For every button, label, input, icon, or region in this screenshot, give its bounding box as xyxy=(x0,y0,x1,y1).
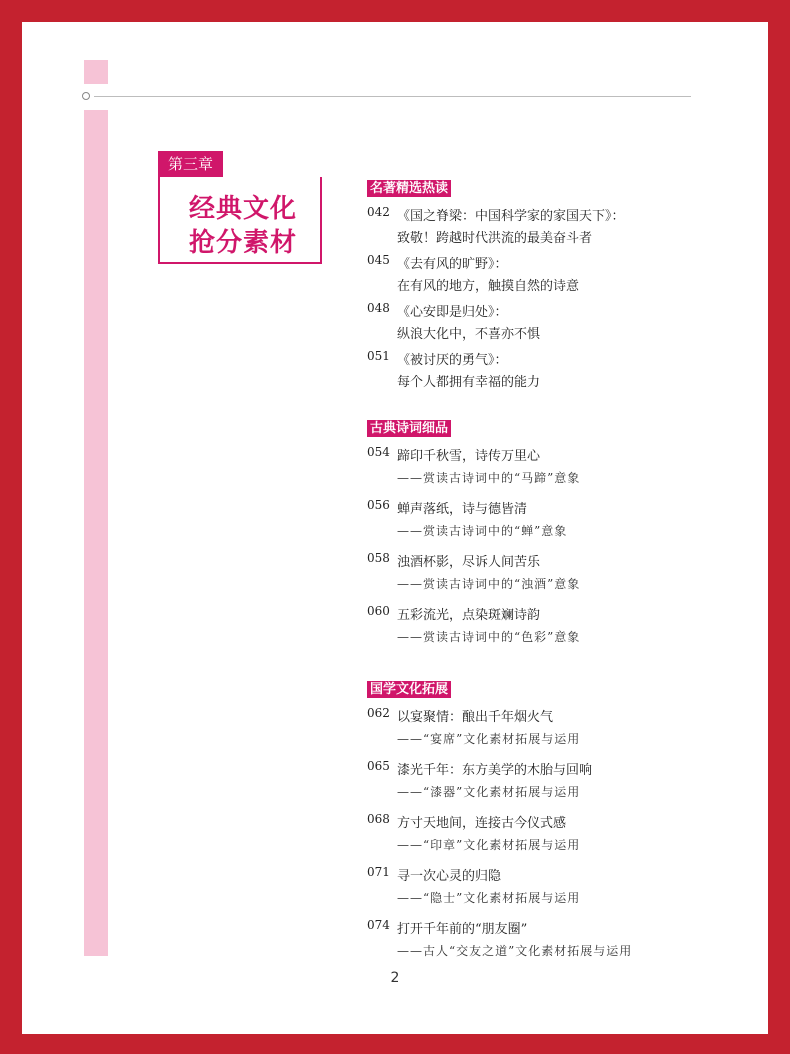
section-label: 国学文化拓展 xyxy=(367,681,451,698)
rule-dot xyxy=(82,92,90,100)
section-classics xyxy=(367,177,625,390)
entry-page: 045 xyxy=(367,253,390,267)
entry-page: 058 xyxy=(367,551,390,565)
entry-page: 068 xyxy=(367,812,390,826)
chapter-tag: 第三章 xyxy=(158,151,223,177)
entry-page: 042 xyxy=(367,205,390,219)
entry-title: 寻一次心灵的归隐 xyxy=(397,869,502,884)
page-number: 2 xyxy=(390,970,400,986)
entry-subtitle: ——“隐士”文化素材拓展与运用 xyxy=(397,891,581,905)
entry-title: 打开千年前的“朋友圈” xyxy=(397,922,528,937)
entry-title: 以宴聚情：酿出千年烟火气 xyxy=(397,710,554,725)
entry-page: 051 xyxy=(367,349,390,363)
section-poetry xyxy=(367,417,581,644)
entry-title: 《去有风的旷野》： xyxy=(397,257,508,272)
entry-page: 060 xyxy=(367,604,390,618)
entry-title: 《被讨厌的勇气》： xyxy=(397,353,508,368)
document-page xyxy=(22,22,768,1034)
entry-subtitle: 每个人都拥有幸福的能力 xyxy=(397,375,541,390)
entry-page: 062 xyxy=(367,706,390,720)
entry-page: 071 xyxy=(367,865,390,879)
chapter-title-line1: 经典文化 xyxy=(188,194,297,224)
entry-title: 《国之脊梁：中国科学家的家国天下》： xyxy=(397,209,625,224)
section-label: 古典诗词细品 xyxy=(367,420,451,437)
entry-title: 方寸天地间，连接古今仪式感 xyxy=(397,816,567,831)
entry-subtitle: ——赏读古诗词中的“蝉”意象 xyxy=(397,524,568,538)
entry-title: 漆光千年：东方美学的木胎与回响 xyxy=(397,763,593,778)
entry-title: 五彩流光，点染斑斓诗韵 xyxy=(397,608,541,623)
entry-subtitle: 在有风的地方，触摸自然的诗意 xyxy=(397,279,580,294)
pink-side-bar xyxy=(84,110,108,956)
entry-subtitle: ——“宴席”文化素材拓展与运用 xyxy=(397,732,581,746)
entry-subtitle: 纵浪大化中，不喜亦不惧 xyxy=(397,327,541,342)
entry-title: 浊酒杯影，尽诉人间苦乐 xyxy=(397,555,541,570)
entry-subtitle: 致敬！跨越时代洪流的最美奋斗者 xyxy=(397,231,593,246)
entry-page: 056 xyxy=(367,498,390,512)
entry-subtitle: ——赏读古诗词中的“浊酒”意象 xyxy=(397,577,581,591)
entry-subtitle: ——赏读古诗词中的“色彩”意象 xyxy=(397,630,581,644)
entry-page: 048 xyxy=(367,301,390,315)
entry-page: 074 xyxy=(367,918,390,932)
entry-title: 蹄印千秋雪，诗传万里心 xyxy=(397,449,541,464)
entry-subtitle: ——赏读古诗词中的“马蹄”意象 xyxy=(397,471,581,485)
entry-subtitle: ——“漆器”文化素材拓展与运用 xyxy=(397,785,581,799)
header-rule xyxy=(94,96,691,97)
pink-corner-block xyxy=(84,60,108,84)
entry-subtitle: ——“印章”文化素材拓展与运用 xyxy=(397,838,581,852)
section-label: 名著精选热读 xyxy=(367,180,451,197)
entry-subtitle: ——古人“交友之道”文化素材拓展与运用 xyxy=(397,944,633,958)
entry-title: 《心安即是归处》： xyxy=(397,305,508,320)
chapter-title-line2: 抢分素材 xyxy=(188,228,297,258)
entry-title: 蝉声落纸，诗与德皆清 xyxy=(397,502,528,517)
chapter-title xyxy=(168,192,318,260)
entry-page: 054 xyxy=(367,445,390,459)
entry-page: 065 xyxy=(367,759,390,773)
section-culture xyxy=(367,678,633,958)
